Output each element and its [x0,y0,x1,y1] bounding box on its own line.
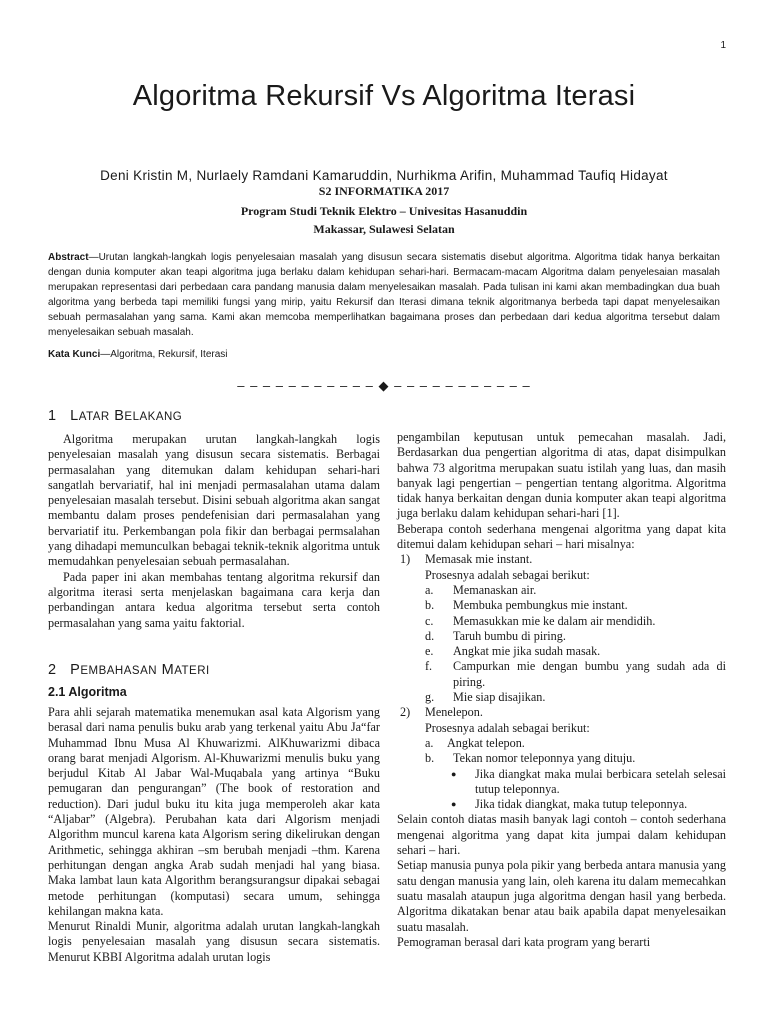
step-item [397,629,726,644]
section-number: 1 [48,408,57,424]
heading-initial: P [70,662,81,678]
paragraph: Menurut Rinaldi Munir, algoritma adalah urutan langkah-langkah logis penyelesaian masalah yang disusun secara sistematis. Menurut KBBI Algoritma adalah urutan logis [48,919,380,964]
step-text: Campurkan mie dengan bumbu yang sudah ada di piring. [453,659,726,689]
page-number: 1 [720,40,726,51]
bullet-marker: ● [451,768,457,779]
paragraph: Setiap manusia punya pola pikir yang berbeda antara manusia yang satu dengan manusia yang lain, oleh karena itu dalam memecahkan suatu masalah ataupun juga algoritma dengan hasil yang berbeda. Algoritma dikatakan benar atau baik apabila dapat menyelesaikan suatu masalah. [397,858,726,934]
paper-title: Algoritma Rekursif Vs Algoritma Iterasi [132,80,636,112]
list-item [397,736,726,751]
paragraph: Selain contoh diatas masih banyak lagi contoh – contoh sederhana mengenai algoritma yang dapat kita jumpai dalam kehidupan sehari – hari. [397,812,726,858]
heading-initial: B [114,408,125,424]
step-text: Taruh bumbu di piring. [453,628,566,643]
author-list: Deni Kristin M, Nurlaely Ramdani Kamaruddin, Nurhikma Arifin, Muhammad Taufiq Hidayat [100,168,668,183]
list-text: Jika tidak diangkat, maka tutup teleponnya. [475,797,688,812]
list-intro: Prosesnya adalah sebagai berikut: [425,567,590,582]
list-text: Memasak mie instant. [425,552,533,567]
paragraph: Para ahli sejarah matematika menemukan asal kata Algorism yang berasal dari nama penulis buku arab yang terkenal yaitu Abu Ja“far Muhammad Ibnu Musa Al Khuwarizmi. AlKhuwarizmi dibaca orang barat menjadi Algorism. Al-Khuwarizmi menulis buku yang berjudul Kitab Al Jabar Wal-Muqabala yang artinya “Buku pemugaran dan pengurangan” (The book of restoration and reduction). Dari judul buku itu kita juga memperoleh akar kata “Aljabar” (Algebra). Perubahan kata dari Algorism menjadi Algorithm muncul karena kata Algorism sering dikelirukan dengan Arithmetic, sehingga akhiran –sm berubah menjadi –thm. Karena perhitungan dengan angka Arab sudah menjadi hal yang biasa. Maka lambat laun kata Algorithm berangsurangsur dipakai sebagai metode perhitungan (komputasi) secara umum, sehingga kehilangan makna kata. [48,705,380,918]
step-text: Mie siap disajikan. [453,690,546,705]
section-heading-latar-belakang [48,408,182,424]
step-text: Membuka pembungkus mie instant. [453,598,628,613]
list-marker: a. [425,735,434,750]
list-marker: b. [425,751,435,766]
keywords-text: —Algoritma, Rekursif, Iterasi [100,349,228,360]
list-marker: 1) [400,552,411,567]
step-item [397,598,726,613]
list-item [397,751,726,766]
heading-initial: L [70,408,79,424]
step-item [397,614,726,629]
section-divider: – – – – – – – – – – – ◆ – – – – – – – – – – – [237,378,531,393]
step-marker: f. [425,659,433,674]
step-marker: a. [425,582,434,597]
affiliation-location: Makassar, Sulawesi Selatan [313,222,455,236]
bullet-item [397,797,726,812]
heading-initial: M [161,662,175,678]
list-marker: 2) [400,705,411,720]
paragraph: Beberapa contoh sederhana mengenai algoritma yang dapat kita ditemui dalam kehidupan sehari – hari misalnya: [397,521,726,552]
abstract-label: Abstract [48,252,89,263]
paragraph: Algoritma merupakan urutan langkah-langkah logis penyelesaian masalah yang disusun secara sistematis. Berbagai permasalahan yang ditemukan dalam kehidupan sehari-hari sangatlah bervariatif, hal ini menjadi permasalahan utama dalam penyelesaian masalah tersebut. Disini sebuah algoritma akan sangat membantu dalam proses pendefenisian dari permasalahan yang bervariatif itu. Perkembangan pola fikir dan berbagai permsalahan yang dihadapi memunculkan bebagai teknik-teknik algoritma untuk memudahkan penyelesaian sebuah permasalahan. [48,432,380,569]
step-text: Memanaskan air. [453,582,537,597]
subsection-heading-algoritma: 2.1 Algoritma [48,685,127,699]
step-marker: g. [425,690,435,705]
list-intro: Prosesnya adalah sebagai berikut: [425,720,590,735]
keywords-label: Kata Kunci [48,349,101,360]
list-text: Angkat telepon. [447,735,525,750]
abstract-text: —Urutan langkah-langkah logis penyelesaian masalah yang disusun secara sistematis disebut algoritma. Algoritma tidak hanya berkaitan dengan dunia komputer akan teapi algoritma juga berlaku dalam kehidupan sehari-hari. Bermacam-macam Algoritma dalam penyelesaian masalah merupakan representasi dari perbedaan cara pandang manusia dalam menyelesaikan masalah. Pada tulisan ini kami akan membadingkan dua buah algoritma yang berbeda tapi memiliki fungsi yang mirip, yaitu Rekursif dan Iterasi dimana teknik algoritmanya berbeda tapi dapat menyelesaikan sebuah permasalahan yang sama. Kami akan memcoba memperlihatkan bagaimana proses dan perbedaan dari kedua algoritma tersebut dalam menyelesaikan sebuah masalah. [48,252,720,339]
bullet-marker: ● [451,799,457,810]
heading-smallcaps: EMBAHASAN [80,665,158,677]
list-text: Jika diangkat maka mulai berbicara setelah selesai tutup teleponnya. [475,766,726,796]
section-number: 2 [48,662,57,678]
step-marker: c. [425,613,434,628]
list-text: Tekan nomor teleponnya yang dituju. [453,751,636,766]
step-item [397,659,726,690]
step-list [397,583,726,705]
step-text: Angkat mie jika sudah masak. [453,644,601,659]
affiliation-program: S2 INFORMATIKA 2017 [318,184,450,198]
list-text: Menelepon. [425,705,483,720]
right-column [397,430,726,950]
step-marker: d. [425,628,435,643]
step-marker: e. [425,644,434,659]
affiliation-department: Program Studi Teknik Elektro – Univesitas Hasanuddin [240,204,528,218]
paragraph: Pada paper ini akan membahas tentang algoritma rekursif dan algoritma iterasi serta menjelaskan bagaimana cara kerja dan perbandingan antara kedua algoritma tersebut serta contoh permasalahan yang sama yaitu faktorial. [48,569,380,630]
list-item [397,552,726,567]
step-marker: b. [425,598,435,613]
step-item [397,644,726,659]
bullet-item [397,767,726,798]
step-text: Memasukkan mie ke dalam air mendidih. [453,613,656,628]
heading-smallcaps: ATERI [174,665,210,677]
section-heading-pembahasan-materi [48,662,210,678]
list-item [397,705,726,720]
heading-smallcaps: ATAR [78,411,110,423]
step-item [397,690,726,705]
step-item [397,583,726,598]
heading-smallcaps: ELAKANG [124,411,183,423]
paragraph: pengambilan keputusan untuk pemecahan masalah. Jadi, Berdasarkan dua pengertian algoritma di atas, dapat disimpulkan bahwa 73 algoritma merupakan suatu istilah yang luas, dan masih banyak lagi pengertian – pengertian tentang algoritma. Algoritma tidak hanya berkaitan dengan dunia komputer akan teapi algoritma juga berlaku dalam kehidupan sehari-hari [1]. [397,430,726,521]
paragraph: Pemograman berasal dari kata program yang berarti [397,934,651,949]
